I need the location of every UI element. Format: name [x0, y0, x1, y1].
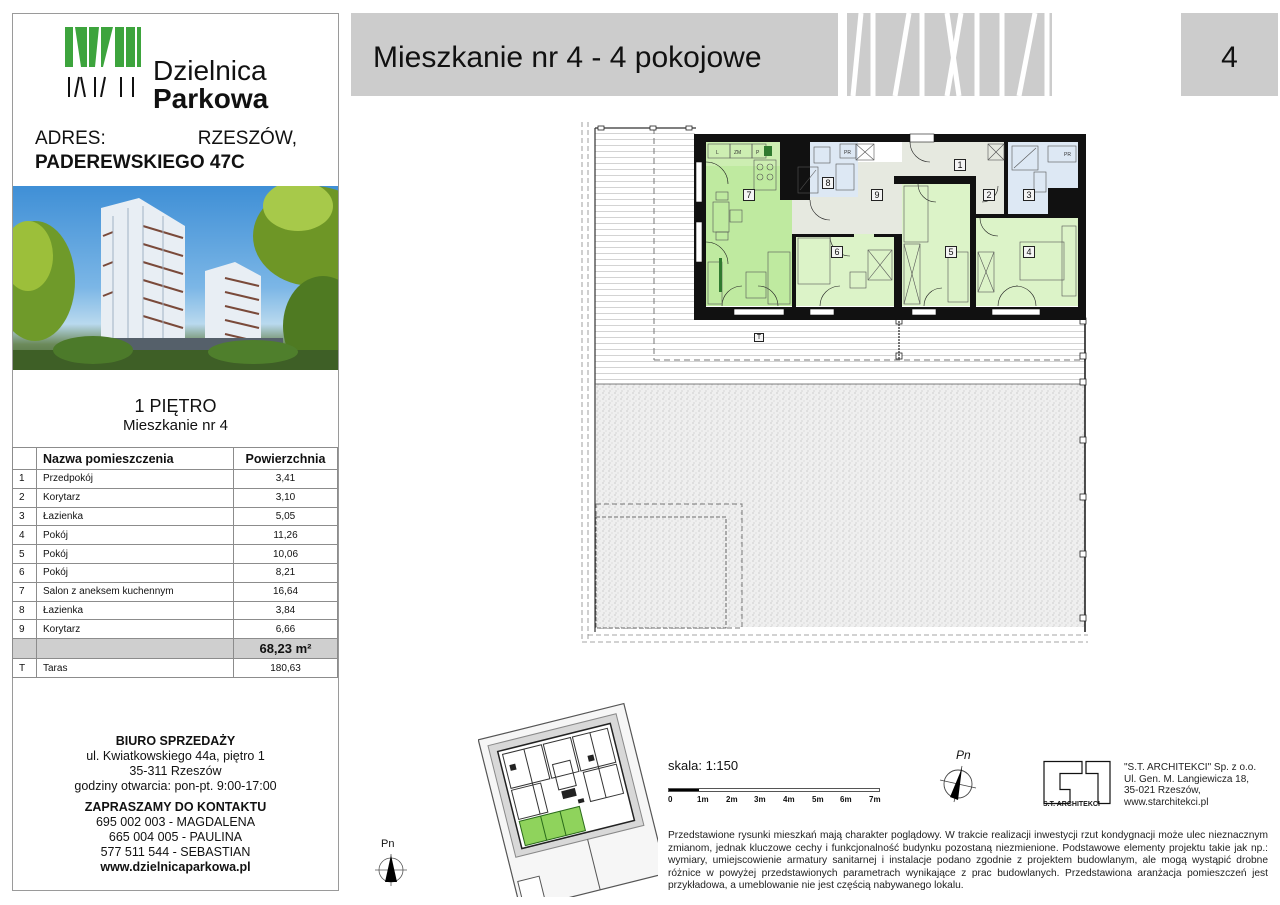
room-name: Pokój: [37, 526, 234, 545]
floor-plan-drawing: [578, 122, 1090, 647]
room-tag-8: 8: [822, 177, 834, 189]
brand-name-line2: Parkowa: [153, 83, 269, 114]
north-arrow-small: [372, 838, 410, 886]
room-area: 3,10: [234, 488, 338, 507]
table-row: [13, 488, 338, 507]
room-id: 7: [13, 582, 37, 601]
brand-logo: [65, 27, 305, 117]
sales-office-street: ul. Kwiatkowskiego 44a, piętro 1: [86, 749, 265, 763]
address-street: PADEREWSKIEGO 47C: [35, 152, 245, 173]
scale-tick: 5m: [812, 795, 824, 804]
website-link[interactable]: www.dzielnicaparkowa.pl: [100, 860, 251, 874]
terrace-row: [13, 659, 338, 678]
room-tag-6: 6: [831, 246, 843, 258]
brand-name-line1: Dzielnica: [153, 55, 267, 86]
disclaimer-text: Przedstawione rysunki mieszkań mają charakter poglądowy. W trakcie realizacji inwestycji rzut kondygnacji może ulec nieznacznym zmianom, jednak kluczowe cechy i funkcjonalność budynku pozostaną niezmienione. Podstawowe elementy projektu takie jak np.: wymiary, umiejscowienie armatury sanitarnej i instalacje podano zgodnie z projektem budowlanym, ale mogą wystąpić drobne różnice w powyżej przedstawionych parametrach wynikające z prac budowlanych. Przedstawiona aranżacja pomieszczeń jest przykładowa, a umeblowanie nie jest częścią nabywanego lokalu.: [668, 830, 1268, 891]
room-id: 4: [13, 526, 37, 545]
room-area: 3,41: [234, 470, 338, 489]
scale-tick: 1m: [697, 795, 709, 804]
table-row: [13, 545, 338, 564]
table-row: [13, 526, 338, 545]
room-area: 16,64: [234, 582, 338, 601]
north-label: Pn: [956, 748, 971, 762]
room-id: 5: [13, 545, 37, 564]
room-id: 2: [13, 488, 37, 507]
table-row: [13, 470, 338, 489]
apartment-title: Mieszkanie nr 4 - 4 pokojowe: [373, 41, 762, 74]
room-name: Korytarz: [37, 488, 234, 507]
apartment-number: 4: [1221, 41, 1238, 74]
room-id: 8: [13, 601, 37, 620]
room-id: 6: [13, 563, 37, 582]
room-tag-terrace: T: [754, 333, 764, 342]
total-row: [13, 639, 338, 659]
architect-city: 35-021 Rzeszów,: [1124, 785, 1201, 796]
header-title-box: [351, 13, 838, 96]
scale-tick: 4m: [783, 795, 795, 804]
col-header-area: Powierzchnia: [234, 448, 338, 470]
architect-street: Ul. Gen. M. Langiewicza 18,: [1124, 773, 1250, 785]
room-tag-3: 3: [1023, 189, 1035, 201]
address: [35, 127, 297, 175]
building-illustration: [13, 186, 338, 370]
scale-tick: 0: [668, 795, 673, 804]
floor-plan: [578, 122, 1090, 647]
table-header-row: [13, 448, 338, 470]
scale-bar: [668, 788, 880, 792]
scale-tick: 2m: [726, 795, 738, 804]
room-area: 10,06: [234, 545, 338, 564]
terrace-area: 180,63: [234, 659, 338, 678]
scale-tick: 6m: [840, 795, 852, 804]
brand-logo-mark-icon: [65, 27, 141, 97]
info-panel: [12, 13, 339, 891]
table-row: [13, 563, 338, 582]
room-name: Pokój: [37, 563, 234, 582]
room-area: 6,66: [234, 620, 338, 639]
room-name: Korytarz: [37, 620, 234, 639]
room-id: 1: [13, 470, 37, 489]
room-area: 8,21: [234, 563, 338, 582]
room-tag-9: 9: [871, 189, 883, 201]
room-area: 11,26: [234, 526, 338, 545]
sales-office-title: BIURO SPRZEDAŻY: [115, 734, 236, 748]
header-decoration-icon: [847, 13, 1172, 96]
sales-office: [13, 734, 338, 875]
floor-title: 1 PIĘTRO: [134, 396, 217, 416]
room-id: 9: [13, 620, 37, 639]
architect-logo-caption: S.T. ARCHITEKCI: [1043, 801, 1100, 808]
address-city: RZESZÓW,: [197, 128, 297, 149]
north-arrow: [936, 748, 980, 806]
header-bar: [351, 13, 1278, 96]
table-row: [13, 620, 338, 639]
contact-phone[interactable]: 577 511 544 - SEBASTIAN: [100, 845, 251, 859]
contact-phone[interactable]: 695 002 003 - MAGDALENA: [95, 815, 256, 829]
apartment-number-box: [1181, 13, 1278, 96]
room-area: 3,84: [234, 601, 338, 620]
kitchen-label-fridge: L: [716, 150, 719, 156]
room-id: 3: [13, 507, 37, 526]
sales-office-hours: godziny otwarcia: pon-pt. 9:00-17:00: [74, 779, 277, 793]
bath-label-washer: PR: [844, 150, 851, 156]
contact-phone[interactable]: 665 004 005 - PAULINA: [108, 830, 243, 844]
north-label: Pn: [381, 838, 395, 850]
col-header-id: [13, 448, 37, 470]
scale-tick: 3m: [754, 795, 766, 804]
room-tag-2: 2: [983, 189, 995, 201]
col-header-name: Nazwa pomieszczenia: [37, 448, 234, 470]
room-tag-7: 7: [743, 189, 755, 201]
scale-label: skala: 1:150: [668, 758, 739, 773]
contact-title: ZAPRASZAMY DO KONTAKTU: [84, 800, 267, 814]
scale-tick: 7m: [869, 795, 881, 804]
architect-info: [1124, 762, 1256, 808]
address-label: ADRES:: [35, 128, 106, 149]
room-tag-5: 5: [945, 246, 957, 258]
building-key-plan: [478, 702, 658, 897]
kitchen-label-washer: P: [756, 150, 760, 156]
building-photo: [13, 186, 338, 370]
room-area: 5,05: [234, 507, 338, 526]
room-name: Salon z aneksem kuchennym: [37, 582, 234, 601]
table-row: [13, 582, 338, 601]
architect-website[interactable]: www.starchitekci.pl: [1124, 796, 1209, 808]
kitchen-label-dishwasher: ZM: [734, 150, 742, 156]
table-row: [13, 601, 338, 620]
room-name: Łazienka: [37, 507, 234, 526]
floor-subtitle: Mieszkanie nr 4: [122, 417, 229, 434]
terrace-name: Taras: [37, 659, 234, 678]
bath-label-washer: PR: [1064, 152, 1071, 158]
room-tag-4: 4: [1023, 246, 1035, 258]
architect-name: "S.T. ARCHITEKCI" Sp. z o.o.: [1124, 762, 1257, 773]
sales-office-city: 35-311 Rzeszów: [129, 764, 222, 778]
terrace-id: T: [13, 659, 37, 678]
compass-icon: [936, 762, 980, 806]
compass-icon: [372, 852, 410, 888]
total-area: 68,23 m²: [234, 639, 338, 659]
table-row: [13, 507, 338, 526]
room-tag-1: 1: [954, 159, 966, 171]
rooms-table: [12, 447, 338, 678]
room-name: Przedpokój: [37, 470, 234, 489]
scale-ticks: [665, 795, 895, 807]
room-name: Pokój: [37, 545, 234, 564]
room-name: Łazienka: [37, 601, 234, 620]
